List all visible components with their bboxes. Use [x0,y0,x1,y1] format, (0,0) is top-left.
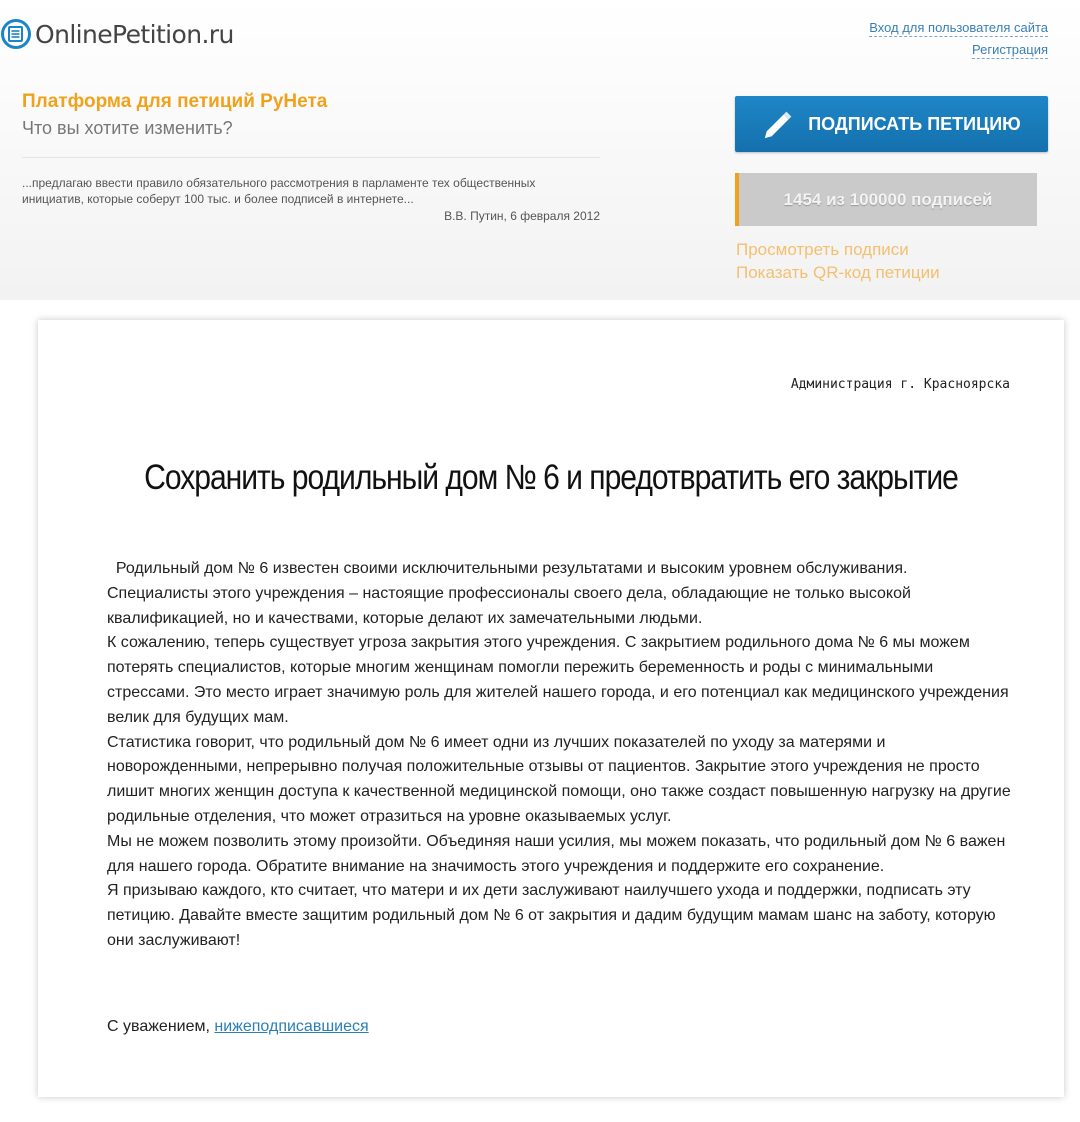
petition-addressee: Администрация г. Красноярска [790,377,1010,392]
petition-title: Сохранить родильный дом № 6 и предотвратить его закрытие [144,458,958,497]
petition-paragraph: Родильный дом № 6 известен своими исключительными результатами и высоким уровнем обслуживания. Специалисты этого учреждения – настоящие профессионалы своего дела, обладающие не только высокой квалификацией, но и качествами, которые делают их замечательными людьми. [107,560,916,627]
sign-button-label: ПОДПИСАТЬ ПЕТИЦИЮ [808,113,1021,134]
view-signatures-link[interactable]: Просмотреть подписи [736,240,909,259]
signatories-link[interactable]: нижеподписавшиеся [214,1018,369,1035]
show-qr-link[interactable]: Показать QR-код петиции [736,263,940,282]
login-link[interactable]: Вход для пользователя сайта [869,20,1048,35]
petition-card [38,320,1064,1097]
platform-subtitle: Что вы хотите изменить? [22,118,233,138]
signature-count-label: 1454 из 100000 подписей [783,189,993,209]
petition-paragraph: Статистика говорит, что родильный дом № 6 имеет одни из лучших показателей по уходу за матерями и новорожденными, непрерывно получая положительные отзывы от пациентов. Закрытие этого учреждения не просто лишит многих женщин доступа к качественной медицинской помощи, оно также создаст повышенную нагрузку на другие родильные отделения, что может отразиться на уровне оказываемых услуг. [107,733,1011,825]
pencil-icon [762,109,796,139]
user-links [869,17,1048,61]
quote-text: ...предлагаю ввести правило обязательного рассмотрения в парламенте тех общественных инициатив, которые соберут 100 тыс. и более подписей в интернете... [22,176,536,206]
petition-signoff [107,1018,369,1036]
signature-counter [735,173,1037,226]
petition-logo-icon [0,18,32,50]
platform-title: Платформа для петиций РуНета [22,91,328,112]
quote-author: В.В. Путин, 6 февраля 2012 [444,209,600,223]
signoff-prefix: С уважением, [107,1018,215,1035]
logo-text: OnlinePetition.ru [35,19,234,49]
intro-divider [22,157,600,158]
sign-petition-button[interactable] [735,96,1048,152]
petition-paragraph: К сожалению, теперь существует угроза закрытия этого учреждения. С закрытием родильного дома № 6 мы можем потерять специалистов, которые многим женщинам помогли пережить беременность и роды с минимальными стрессами. Это место играет значимую роль для жителей нашего города, и его потенциал как медицинского учреждения велик для будущих мам. [107,634,1009,726]
putin-quote [22,175,600,224]
petition-paragraph: Я призываю каждого, кто считает, что матери и их дети заслуживают наилучшего ухода и поддержки, подписать эту петицию. Давайте вместе защитим родильный дом № 6 от закрытия и дадим будущим мамам шанс на заботу, которую они заслуживают! [107,882,996,949]
site-logo[interactable] [0,18,234,50]
petition-body [107,557,1012,954]
petition-side-links [736,238,940,284]
petition-paragraph: Мы не можем позволить этому произойти. Объединяя наши усилия, мы можем показать, что родильный дом № 6 важен для нашего города. Обратите внимание на значимость этого учреждения и поддержите его сохранение. [107,832,1006,875]
register-link[interactable]: Регистрация [972,42,1048,57]
